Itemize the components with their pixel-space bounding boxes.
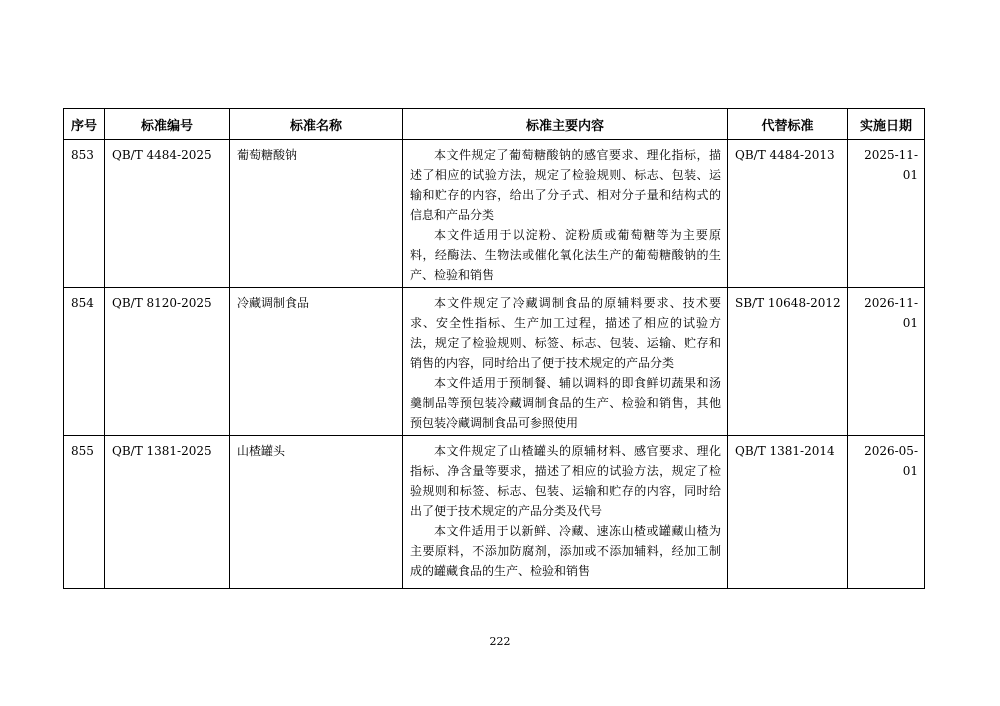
cell-effective-date: 2026-05-01 — [848, 436, 925, 589]
cell-serial-number: 854 — [64, 288, 105, 436]
cell-standard-code: QB/T 1381-2025 — [105, 436, 230, 589]
cell-standard-name: 山楂罐头 — [230, 436, 403, 589]
cell-standard-name: 葡萄糖酸钠 — [230, 140, 403, 288]
header-standard-name: 标准名称 — [230, 109, 403, 140]
header-replaced-standard: 代替标准 — [728, 109, 848, 140]
cell-standard-name: 冷藏调制食品 — [230, 288, 403, 436]
table-row — [64, 436, 925, 589]
cell-main-content — [403, 140, 728, 288]
cell-standard-code: QB/T 4484-2025 — [105, 140, 230, 288]
cell-effective-date: 2026-11-01 — [848, 288, 925, 436]
content-paragraph: 本文件适用于预制餐、辅以调料的即食鲜切蔬果和汤羹制品等预包装冷藏调制食品的生产、检验和销售，其他预包装冷藏调制食品可参照使用 — [410, 376, 721, 430]
standards-table — [63, 108, 925, 589]
content-paragraph: 本文件适用于以淀粉、淀粉质或葡萄糖等为主要原料，经酶法、生物法或催化氧化法生产的葡萄糖酸钠的生产、检验和销售 — [410, 228, 721, 282]
cell-effective-date: 2025-11-01 — [848, 140, 925, 288]
cell-main-content — [403, 288, 728, 436]
page-number: 222 — [489, 635, 511, 648]
header-serial-number: 序号 — [64, 109, 105, 140]
content-paragraph: 本文件规定了山楂罐头的原辅材料、感官要求、理化指标、净含量等要求，描述了相应的试验方法，规定了检验规则和标签、标志、包装、运输和贮存的内容，同时给出了便于技术规定的产品分类及代号 — [410, 444, 721, 518]
cell-main-content — [403, 436, 728, 589]
header-main-content: 标准主要内容 — [403, 109, 728, 140]
table-header-row — [64, 109, 925, 140]
header-standard-code: 标准编号 — [105, 109, 230, 140]
table-row — [64, 140, 925, 288]
cell-replaced-standard: QB/T 4484-2013 — [728, 140, 848, 288]
cell-standard-code: QB/T 8120-2025 — [105, 288, 230, 436]
cell-serial-number: 853 — [64, 140, 105, 288]
content-paragraph: 本文件适用于以新鲜、冷藏、速冻山楂或罐藏山楂为主要原料，不添加防腐剂，添加或不添加辅料，经加工制成的罐藏食品的生产、检验和销售 — [410, 524, 721, 578]
header-effective-date: 实施日期 — [848, 109, 925, 140]
cell-replaced-standard: QB/T 1381-2014 — [728, 436, 848, 589]
cell-replaced-standard: SB/T 10648-2012 — [728, 288, 848, 436]
content-paragraph: 本文件规定了葡萄糖酸钠的感官要求、理化指标，描述了相应的试验方法，规定了检验规则、标志、包装、运输和贮存的内容，给出了分子式、相对分子量和结构式的信息和产品分类 — [410, 148, 721, 222]
table-row — [64, 288, 925, 436]
cell-serial-number: 855 — [64, 436, 105, 589]
content-paragraph: 本文件规定了冷藏调制食品的原辅料要求、技术要求、安全性指标、生产加工过程，描述了相应的试验方法，规定了检验规则、标签、标志、包装、运输、贮存和销售的内容，同时给出了便于技术规定的产品分类 — [410, 296, 721, 370]
